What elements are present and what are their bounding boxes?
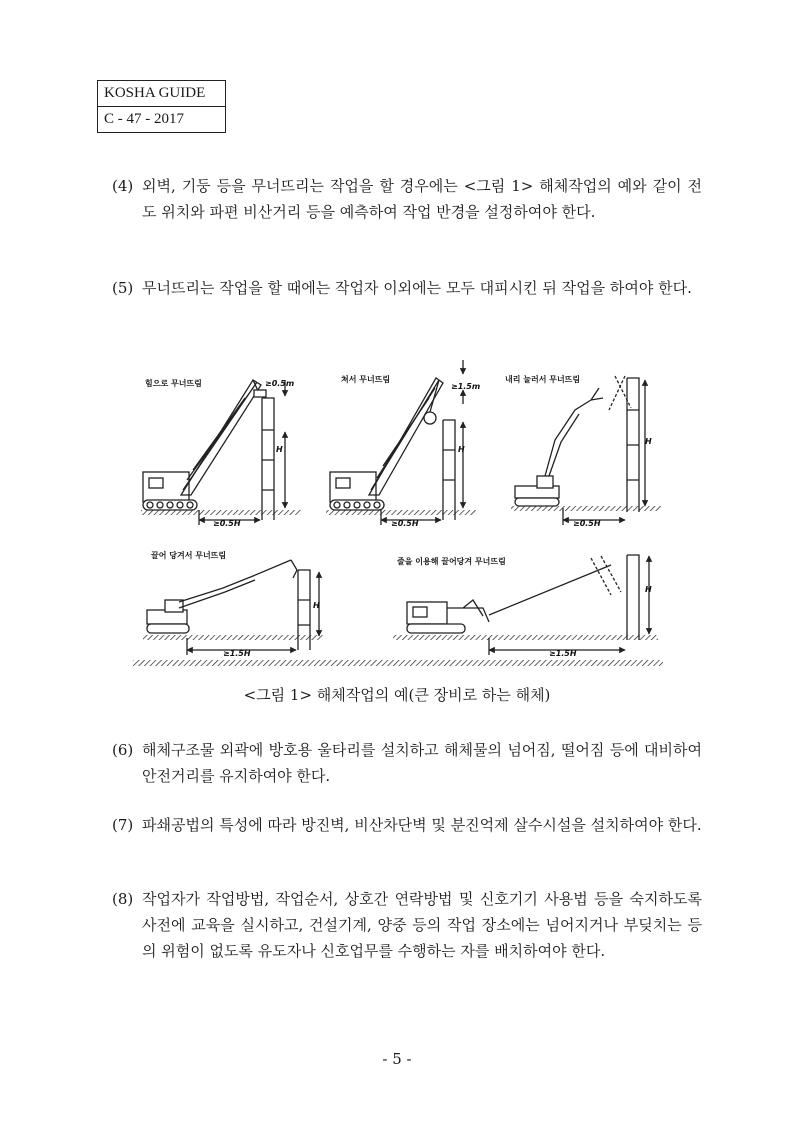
- paragraph-number: (8): [112, 890, 134, 908]
- paragraph-text: 파쇄공법의 특성에 따라 방진벽, 비산차단벽 및 분진억제 살수시설을 설치하여야 한다.: [142, 816, 702, 834]
- panel-3-press-excavator: [511, 376, 661, 525]
- paragraph-7: [112, 812, 702, 838]
- panel-5-height: H: [645, 585, 652, 594]
- panel-1-clearance: ≥0.5m: [265, 379, 295, 388]
- panel-4-pull-excavator: [143, 560, 323, 655]
- panel-1-height: H: [276, 445, 283, 454]
- guide-code: C - 47 - 2017: [104, 111, 184, 127]
- paragraph-number: (4): [112, 177, 134, 195]
- panel-2-height: H: [458, 445, 465, 454]
- paragraph-text: 무너뜨리는 작업을 할 때에는 작업자 이외에는 모두 대피시킨 뒤 작업을 하여야 한다.: [142, 279, 692, 297]
- ground-hatch: [133, 660, 663, 666]
- page-number: - 5 -: [382, 1050, 412, 1068]
- paragraph-text: 해체구조물 외곽에 방호용 울타리를 설치하고 해체물의 넘어짐, 떨어짐 등에 대비하여 안전거리를 유지하여야 한다.: [142, 741, 702, 785]
- demolition-diagram: [133, 360, 663, 670]
- panel-1-label: 힘으로 무너뜨림: [145, 379, 202, 388]
- panel-4-distance: ≥1.5H: [223, 649, 251, 658]
- demolition-figure: [133, 360, 663, 670]
- paragraph-number: (7): [112, 816, 134, 834]
- panel-2-clearance: ≥1.5m: [451, 382, 481, 391]
- panel-1-distance: ≥0.5H: [213, 519, 241, 528]
- panel-2-distance: ≥0.5H: [391, 519, 419, 528]
- paragraph-5: [112, 275, 702, 301]
- guide-title: KOSHA GUIDE: [98, 81, 225, 107]
- panel-3-height: H: [645, 437, 652, 446]
- paragraph-6: [112, 737, 702, 789]
- panel-4-height: H: [313, 601, 320, 610]
- paragraph-4: [112, 173, 702, 225]
- panel-5-distance: ≥1.5H: [549, 649, 577, 658]
- panel-2-label: 쳐서 무너뜨림: [341, 375, 391, 384]
- paragraph-text: 외벽, 기둥 등을 무너뜨리는 작업을 할 경우에는 <그림 1> 해체작업의 예와 같이 전도 위치와 파편 비산거리 등을 예측하여 작업 반경을 설정하여야 한다.: [142, 177, 702, 221]
- panel-4-label: 끌어 당겨서 무너뜨림: [151, 551, 227, 560]
- panel-5-label: 줄을 이용해 끌어당겨 무너뜨림: [397, 557, 506, 566]
- paragraph-text: 작업자가 작업방법, 작업순서, 상호간 연락방법 및 신호기기 사용법 등을 숙지하도록 사전에 교육을 실시하고, 건설기계, 양중 등의 작업 장소에는 넘어지거나 부딪치는 등의 위험이 없도록 유도자나 신호업무를 수행하는 자를 배치하여야 한다.: [142, 890, 702, 960]
- paragraph-8: [112, 886, 702, 964]
- guide-code-box: [97, 80, 226, 133]
- paragraph-number: (5): [112, 279, 134, 297]
- figure-caption: <그림 1> 해체작업의 예(큰 장비로 하는 해체): [243, 686, 551, 704]
- panel-3-distance: ≥0.5H: [573, 519, 601, 528]
- paragraph-number: (6): [112, 741, 134, 759]
- panel-3-label: 내리 눌러서 무너뜨림: [505, 375, 581, 384]
- panel-5-rope-pull: [393, 555, 658, 655]
